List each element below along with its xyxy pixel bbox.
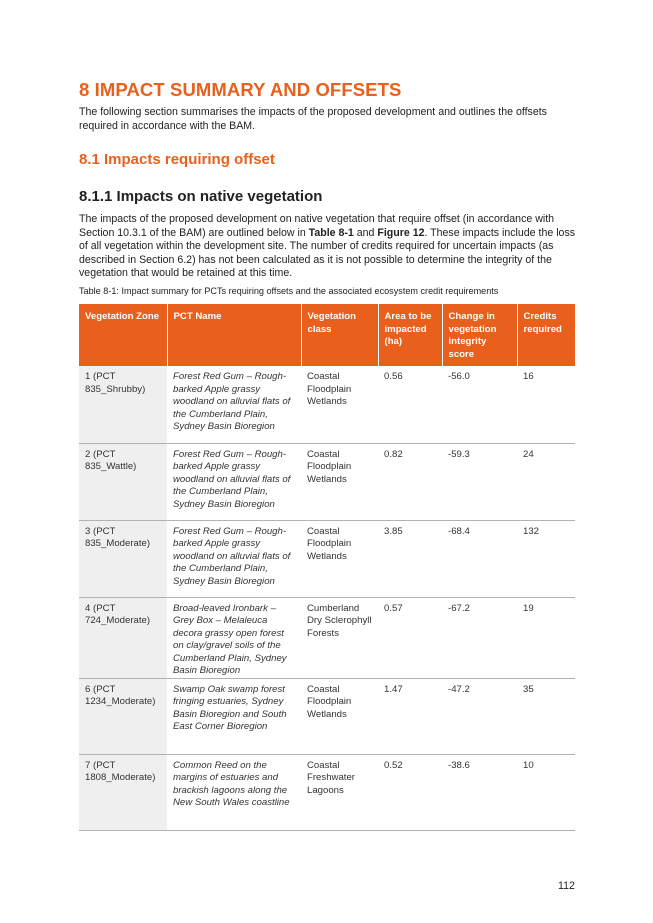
section-intro: The following section summarises the impacts of the proposed development and outlines the offsets required in accordance with the BAM.: [79, 106, 547, 132]
cell-vegetation-class: Coastal Floodplain Wetlands: [301, 443, 378, 520]
figure-reference-link: Figure 12: [377, 226, 425, 239]
cell-integrity-change: -56.0: [442, 366, 517, 443]
cell-vegetation-zone: 6 (PCT 1234_Moderate): [79, 678, 167, 754]
cell-pct-name: Common Reed on the margins of estuaries and brackish lagoons along the New South Wales coastline: [167, 754, 301, 830]
cell-pct-name: Forest Red Gum – Rough-barked Apple grassy woodland on alluvial flats of the Cumberland Plain, Sydney Basin Bioregion: [167, 443, 301, 520]
impact-summary-table: [79, 304, 575, 831]
cell-vegetation-class: Coastal Floodplain Wetlands: [301, 678, 378, 754]
table-row: [79, 520, 575, 597]
cell-credits: 24: [517, 443, 575, 520]
subsubsection-heading: 8.1.1 Impacts on native vegetation: [79, 188, 323, 205]
cell-pct-name: Forest Red Gum – Rough-barked Apple grassy woodland on alluvial flats of the Cumberland Plain, Sydney Basin Bioregion: [167, 520, 301, 597]
para-text-3: . These impacts include the loss of all vegetation within the development site. The number of credits required for uncertain impacts (as described in Section 6.2) has not been calculated as it is not possible to determine the integrity of the vegetation that would be retained at this time.: [79, 226, 576, 280]
cell-area: 0.57: [378, 597, 442, 678]
table-caption: Table 8-1: Impact summary for PCTs requiring offsets and the associated ecosystem credit requirements: [79, 286, 499, 296]
section-heading: 8 IMPACT SUMMARY AND OFFSETS: [79, 79, 402, 100]
cell-credits: 19: [517, 597, 575, 678]
table-row: [79, 597, 575, 678]
header-vegetation-class: Vegetation class: [301, 304, 378, 366]
cell-credits: 10: [517, 754, 575, 830]
table-header-row: [79, 304, 575, 366]
cell-vegetation-class: Coastal Floodplain Wetlands: [301, 366, 378, 443]
cell-vegetation-zone: 4 (PCT 724_Moderate): [79, 597, 167, 678]
cell-credits: 35: [517, 678, 575, 754]
header-integrity-change: Change in vegetation integrity score: [442, 304, 517, 366]
page-number: 112: [558, 880, 575, 892]
cell-area: 3.85: [378, 520, 442, 597]
cell-integrity-change: -47.2: [442, 678, 517, 754]
cell-credits: 132: [517, 520, 575, 597]
table-reference-link: Table 8-1: [308, 226, 354, 239]
header-credits-required: Credits required: [517, 304, 575, 366]
cell-area: 0.52: [378, 754, 442, 830]
table-row: [79, 443, 575, 520]
para-text-2: and: [353, 226, 378, 239]
cell-pct-name: Forest Red Gum – Rough-barked Apple grassy woodland on alluvial flats of the Cumberland Plain, Sydney Basin Bioregion: [167, 366, 301, 443]
cell-vegetation-zone: 2 (PCT 835_Wattle): [79, 443, 167, 520]
cell-integrity-change: -67.2: [442, 597, 517, 678]
cell-area: 0.56: [378, 366, 442, 443]
cell-vegetation-class: Cumberland Dry Sclerophyll Forests: [301, 597, 378, 678]
cell-area: 1.47: [378, 678, 442, 754]
header-pct-name: PCT Name: [167, 304, 301, 366]
table-row: [79, 754, 575, 830]
native-vegetation-paragraph: [79, 213, 576, 281]
cell-vegetation-class: Coastal Freshwater Lagoons: [301, 754, 378, 830]
cell-vegetation-class: Coastal Floodplain Wetlands: [301, 520, 378, 597]
table-row: [79, 366, 575, 443]
cell-vegetation-zone: 3 (PCT 835_Moderate): [79, 520, 167, 597]
cell-area: 0.82: [378, 443, 442, 520]
header-vegetation-zone: Vegetation Zone: [79, 304, 167, 366]
header-area-impacted: Area to be impacted (ha): [378, 304, 442, 366]
cell-integrity-change: -38.6: [442, 754, 517, 830]
cell-integrity-change: -68.4: [442, 520, 517, 597]
cell-pct-name: Broad-leaved Ironbark – Grey Box – Melaleuca decora grassy open forest on clay/gravel soils of the Cumberland Plain, Sydney Basin Bioregion: [167, 597, 301, 678]
para-text-1: The impacts of the proposed development on native vegetation that require offset (in accordance with Section 10.3.1 of the BAM) are outlined below in: [79, 213, 555, 239]
table-row: [79, 678, 575, 754]
cell-credits: 16: [517, 366, 575, 443]
cell-integrity-change: -59.3: [442, 443, 517, 520]
cell-vegetation-zone: 1 (PCT 835_Shrubby): [79, 366, 167, 443]
cell-pct-name: Swamp Oak swamp forest fringing estuaries, Sydney Basin Bioregion and South East Corner Bioregion: [167, 678, 301, 754]
cell-vegetation-zone: 7 (PCT 1808_Moderate): [79, 754, 167, 830]
subsection-heading: 8.1 Impacts requiring offset: [79, 151, 275, 168]
